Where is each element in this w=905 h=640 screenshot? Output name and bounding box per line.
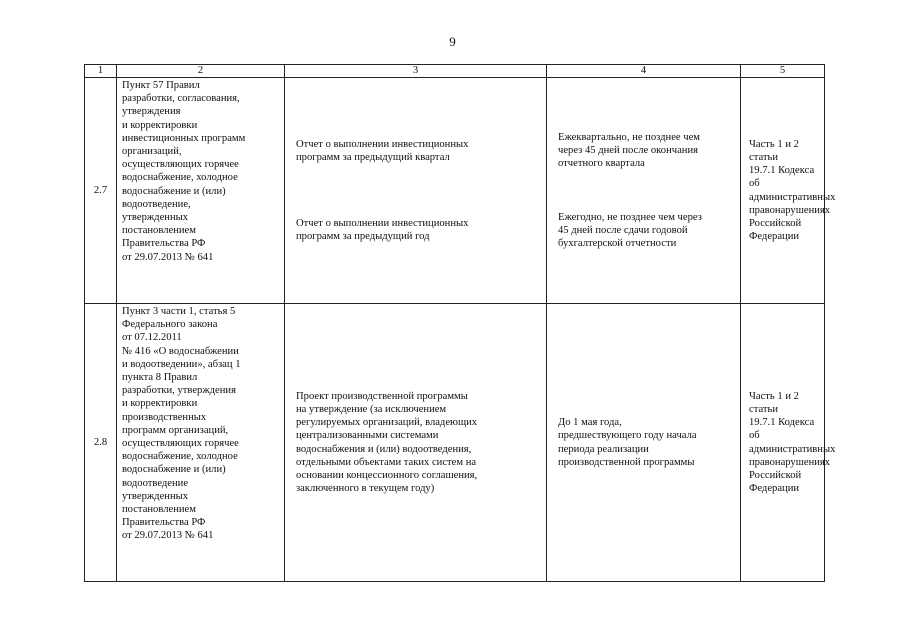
basis-line: от 29.07.2013 № 641 xyxy=(122,251,214,263)
liability-line: Федерации xyxy=(749,483,800,495)
basis-line: № 416 «О водоснабжении xyxy=(122,345,239,357)
report-line: централизованными системами xyxy=(296,430,439,442)
deadline-line: бухгалтерской отчетности xyxy=(558,237,677,249)
liability-line: административных xyxy=(749,443,836,455)
report-line: основании концессионного соглашения, xyxy=(296,469,478,481)
liability-line: Федерации xyxy=(749,231,800,243)
report-line: Отчет о выполнении инвестиционных xyxy=(296,217,469,229)
basis-line: Пункт 57 Правил xyxy=(122,80,200,91)
basis-line: утверждения xyxy=(122,106,181,118)
basis-line: разработки, утверждения xyxy=(122,385,236,397)
basis-line: и корректировки xyxy=(122,398,198,410)
page-number: 9 xyxy=(449,34,456,49)
deadline-line: До 1 мая года, xyxy=(558,417,622,429)
basis-line: осуществляющих горячее xyxy=(122,438,239,450)
basis-line: водоснабжение и (или) xyxy=(122,464,226,476)
table-row xyxy=(85,78,825,304)
deadline-line: периода реализации xyxy=(558,443,649,455)
basis-line: разработки, согласования, xyxy=(122,93,240,105)
basis-line: Правительства РФ xyxy=(122,517,206,529)
basis-line: утвержденных xyxy=(122,212,189,224)
report-line: заключенного в текущем году) xyxy=(296,483,435,495)
basis-line: постановлением xyxy=(122,225,196,237)
basis-line: водоснабжение, холодное xyxy=(122,451,238,463)
report-cell xyxy=(285,78,547,304)
row-number: 2.7 xyxy=(85,78,117,304)
basis-line: водоотведение xyxy=(122,477,189,489)
basis-line: водоснабжение, холодное xyxy=(122,172,238,184)
liability-cell xyxy=(741,304,836,582)
liability-line: 19.7.1 Кодекса об xyxy=(749,165,815,190)
report-line: Проект производственной программы xyxy=(296,390,468,402)
basis-line: Пункт 3 части 1, статья 5 xyxy=(122,306,236,317)
report-line: программ за предыдущий квартал xyxy=(296,152,450,164)
report-line: отдельными объектами таких систем на xyxy=(296,456,477,468)
deadline-line: через 45 дней после окончания xyxy=(558,145,698,157)
legal-basis-cell xyxy=(117,304,285,582)
basis-line: водоотведение, xyxy=(122,198,191,210)
basis-line: постановлением xyxy=(122,504,196,516)
liability-line: Российской xyxy=(749,217,802,229)
basis-line: от 29.07.2013 № 641 xyxy=(122,530,214,542)
report-line: Отчет о выполнении инвестиционных xyxy=(296,139,469,151)
basis-line: инвестиционных программ xyxy=(122,132,246,144)
basis-line: утвержденных xyxy=(122,490,189,502)
report-cell xyxy=(285,304,547,582)
deadline-cell xyxy=(547,78,741,304)
table-row xyxy=(85,304,825,582)
basis-line: Федерального закона xyxy=(122,319,218,331)
report-line: программ за предыдущий год xyxy=(296,230,430,242)
liability-line: правонарушениях xyxy=(749,204,831,216)
report-line: регулируемых организаций, владеющих xyxy=(296,417,478,429)
basis-line: программ организаций, xyxy=(122,424,229,436)
header-cell: 1 xyxy=(85,65,117,78)
liability-line: Российской xyxy=(749,469,802,481)
deadline-line: Ежеквартально, не позднее чем xyxy=(558,131,700,143)
liability-line: административных xyxy=(749,191,836,203)
report-line: на утверждение (за исключением xyxy=(296,403,447,415)
basis-line: и корректировки xyxy=(122,119,198,131)
liability-cell xyxy=(741,78,836,304)
basis-line: и водоотведении», абзац 1 xyxy=(122,358,241,370)
deadline-cell xyxy=(547,304,741,582)
deadline-line: отчетного квартала xyxy=(558,158,645,170)
basis-line: пункта 8 Правил xyxy=(122,372,198,384)
report-line: водоснабжения и (или) водоотведения, xyxy=(296,443,472,455)
header-cell: 3 xyxy=(285,65,547,78)
basis-line: осуществляющих горячее xyxy=(122,159,239,171)
basis-line: водоснабжение и (или) xyxy=(122,185,226,197)
liability-line: правонарушениях xyxy=(749,456,831,468)
table-header-row xyxy=(85,65,825,78)
deadline-line: Ежегодно, не позднее чем через xyxy=(558,211,702,223)
basis-line: от 07.12.2011 xyxy=(122,332,182,344)
header-cell: 4 xyxy=(547,65,741,78)
row-number: 2.8 xyxy=(85,304,117,582)
basis-line: производственных xyxy=(122,411,207,423)
liability-line: 19.7.1 Кодекса об xyxy=(749,417,815,442)
header-cell: 2 xyxy=(117,65,285,78)
liability-line: Часть 1 и 2 статьи xyxy=(749,390,799,415)
legal-basis-cell xyxy=(117,78,285,304)
deadline-line: производственной программы xyxy=(558,456,695,468)
deadline-line: предшествующего году начала xyxy=(558,430,697,442)
basis-line: организаций, xyxy=(122,146,182,158)
basis-line: Правительства РФ xyxy=(122,238,206,250)
header-cell: 5 xyxy=(741,65,825,78)
deadline-line: 45 дней после сдачи годовой xyxy=(558,224,688,236)
liability-line: Часть 1 и 2 статьи xyxy=(749,138,799,163)
regulation-table xyxy=(84,64,836,582)
